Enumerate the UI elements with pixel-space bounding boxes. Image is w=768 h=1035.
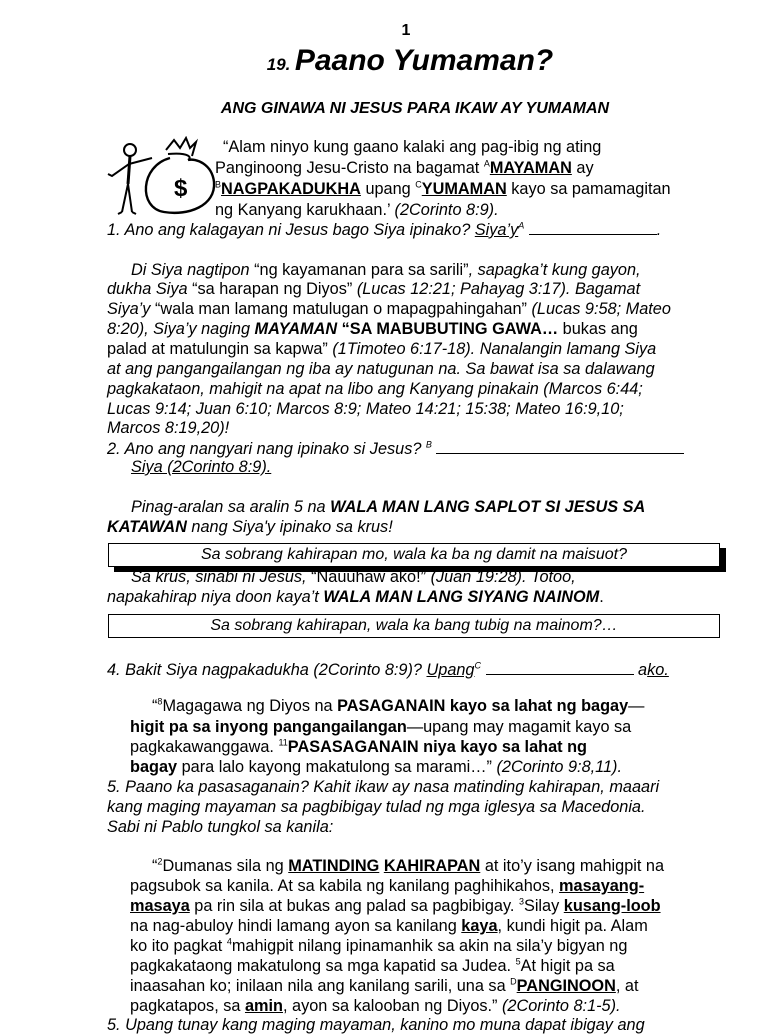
question-5-line1: 5. Paano ka pasasaganain? Kahit ikaw ay nasa matinding kahirapan, maaari bbox=[107, 778, 660, 796]
para2-line1: Pinag-aralan sa aralin 5 na WALA MAN LANG SAPLOT SI JESUS SA bbox=[131, 498, 646, 516]
page-number: 1 bbox=[401, 22, 411, 39]
section-heading: ANG GINAWA NI JESUS PARA IKAW AY YUMAMAN bbox=[220, 100, 610, 117]
quote1-line2: Panginoong Jesu-Cristo na bagamat $^A$MAYAMAN ay bbox=[215, 158, 594, 177]
para1-line5: palad at matulungin sa kapwa” (1Timoteo 6:17-18). Nanalangin lamang Siya bbox=[107, 340, 657, 358]
question-4: 4. Bakit Siya nagpakadukha (2Corinto 8:9)? Upang$^C$ ako. bbox=[107, 660, 669, 679]
para1-line3: Siya’y “wala man lamang matulugan o mapagpahingahan” (Lucas 9:58; Mateo bbox=[107, 300, 671, 318]
answer-blank bbox=[486, 660, 634, 675]
answer-blank bbox=[529, 220, 657, 235]
reflection-box-2: Sa sobrang kahirapan, wala ka bang tubig na mainom?… bbox=[108, 614, 720, 638]
lesson-title-text: Paano Yumaman? bbox=[294, 44, 554, 77]
quote3-line6: pagkakataong makatulong sa mga kapatid sa Judea. $^5$At higit pa sa bbox=[130, 956, 615, 975]
question-2-line2: Siya (2Corinto 8:9). bbox=[131, 458, 272, 476]
para1-line9: Marcos 8:19,20)! bbox=[107, 419, 230, 437]
answer-blank bbox=[436, 439, 684, 454]
question-1: 1. Ano ang kalagayan ni Jesus bago Siya ipinako? $Siya’y^A$ . bbox=[107, 220, 662, 239]
reflection-box-1: Sa sobrang kahirapan mo, wala ka ba ng damit na maisuot? bbox=[108, 543, 720, 567]
quote2-line1: “$^8$Magagawa ng Diyos na PASAGANAIN kayo sa lahat ng bagay— bbox=[152, 696, 645, 715]
dollar-sign: $ bbox=[174, 175, 188, 202]
question-2: 2. Ano ang nangyari nang ipinako si Jesus? $^B$ bbox=[107, 439, 684, 459]
question-5-line2: kang maging mayaman sa pagbibigay tulad ng mga iglesya sa Macedonia. bbox=[107, 798, 646, 816]
lesson-number: 19. bbox=[266, 55, 291, 74]
question-5-line3: Sabi ni Pablo tungkol sa kanila: bbox=[107, 818, 334, 836]
quote3-line8: pagkatapos, sa amin, ayon sa kalooban ng Diyos.” (2Corinto 8:1-5). bbox=[130, 997, 621, 1015]
quote3-line2: pagsubok sa kanila. At sa kabila ng kanilang paghihikahos, masayang- bbox=[130, 877, 645, 895]
money-bag-icon bbox=[104, 136, 220, 220]
quote3-line5: ko ito pagkat $^4$mahigpit nilang ipinamanhik sa akin na sila’y bigyan ng bbox=[130, 936, 628, 955]
quote2-line3: pagkakawanggawa. $^{11}$PASASAGANAIN niya kayo sa lahat ng bbox=[130, 737, 587, 756]
para2-line2: KATAWAN nang Siya'y ipinako sa krus! bbox=[107, 518, 393, 536]
quote2-line2: higit pa sa inyong pangangailangan—upang may magamit kayo sa bbox=[130, 718, 632, 736]
para1-line7: pagkakataon, mahigit na apat na libo ang Kanyang pinakain (Marcos 6:44; bbox=[107, 380, 643, 398]
para3-line1: Sa krus, sinabi ni Jesus, “Nauuhaw ako!” (Juan 19:28). Totoo, bbox=[131, 568, 576, 586]
para3-line2: napakahirap niya doon kaya’t WALA MAN LANG SIYANG NAINOM. bbox=[107, 588, 604, 606]
quote1-line1: “Alam ninyo kung gaano kalaki ang pag-ibig ng ating bbox=[223, 138, 602, 156]
quote1-line3: $^B$NAGPAKADUKHA upang $^C$YUMAMAN kayo sa pamamagitan bbox=[215, 179, 671, 198]
quote3-line3: masaya pa rin sila at bukas ang palad sa pagbibigay. $^3$Silay kusang-loob bbox=[130, 896, 661, 915]
para1-line1: Di Siya nagtipon “ng kayamanan para sa sarili”, sapagka’t kung gayon, bbox=[131, 261, 641, 279]
para1-line6: at ang pangangailangan ng iba ay natugunan na. Sa bawat isa sa dalawang bbox=[107, 360, 655, 378]
question-6-partial: 5. Upang tunay kang maging mayaman, kanino mo muna dapat ibigay ang bbox=[107, 1016, 645, 1034]
quote3-line1: “$^2$Dumanas sila ng MATINDING KAHIRAPAN at ito’y isang mahigpit na bbox=[152, 856, 665, 875]
quote3-line4: na nag-abuloy hindi lamang ayon sa kanilang kaya, kundi higit pa. Alam bbox=[130, 917, 648, 935]
quote1-line4: ng Kanyang karukhaan.’ (2Corinto 8:9). bbox=[215, 201, 499, 219]
lesson-title bbox=[0, 44, 768, 78]
para1-line2: dukha Siya “sa harapan ng Diyos” (Lucas 12:21; Pahayag 3:17). Bagamat bbox=[107, 280, 641, 298]
quote3-line7: inaasahan ko; inilaan nila ang kanilang sarili, una sa $^D$PANGINOON, at bbox=[130, 976, 639, 995]
quote2-line4: bagay para lalo kayong makatulong sa marami…” (2Corinto 9:8,11). bbox=[130, 758, 623, 776]
para1-line8: Lucas 9:14; Juan 6:10; Marcos 8:9; Mateo 14:21; 15:38; Mateo 16:9,10; bbox=[107, 400, 624, 418]
para1-line4: 8:20), Siya’y naging MAYAMAN “SA MABUBUTING GAWA… bukas ang bbox=[107, 320, 638, 338]
